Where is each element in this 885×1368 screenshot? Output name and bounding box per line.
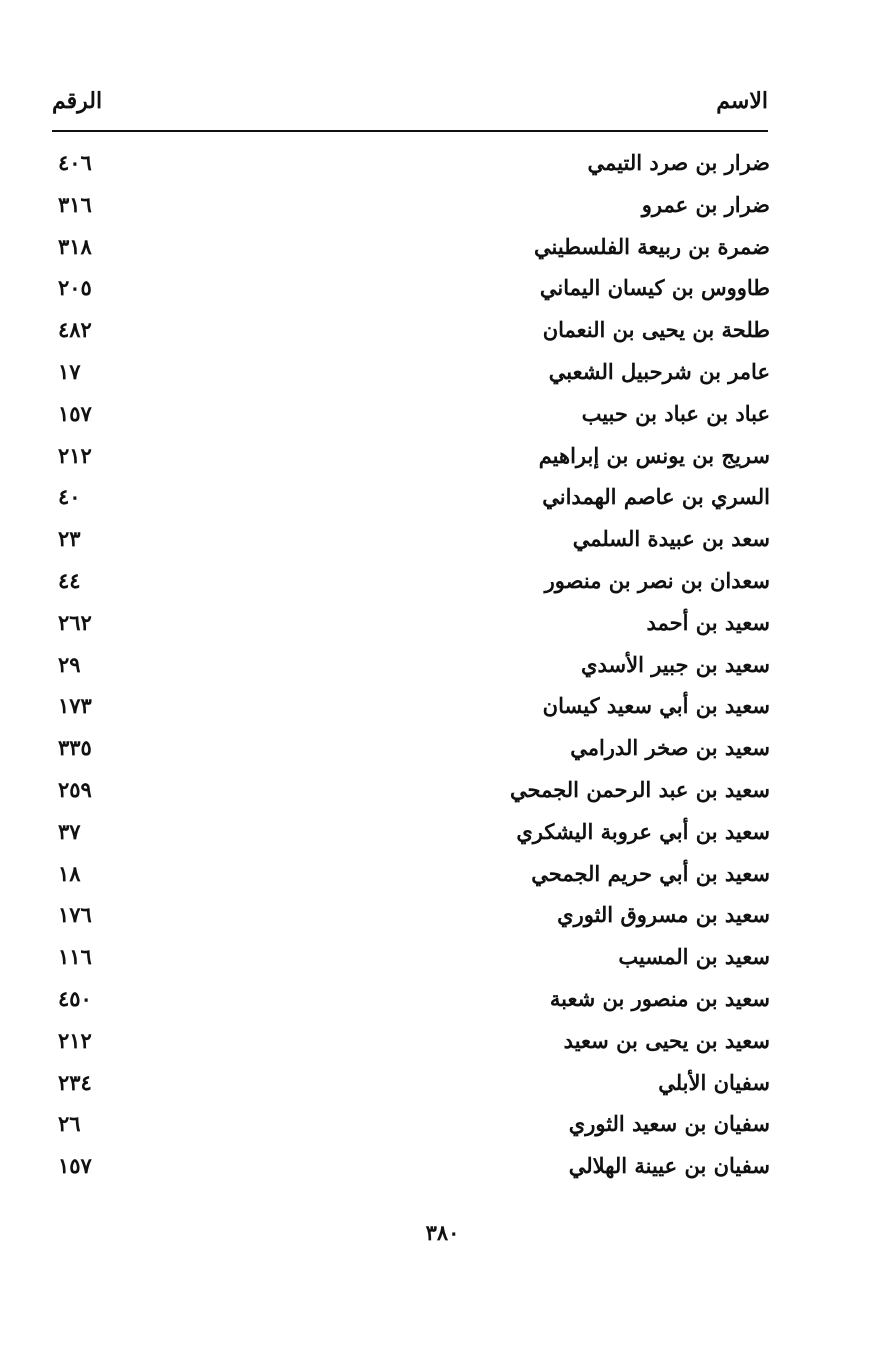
entry-number: ١٨: [58, 860, 81, 886]
list-item: [0, 1149, 885, 1191]
entry-name: سريج بن يونس بن إبراهيم: [538, 442, 770, 468]
list-item: [0, 940, 885, 982]
entry-name: سفيان الأبلي: [658, 1069, 770, 1095]
entry-name: ضمرة بن ربيعة الفلسطيني: [534, 233, 770, 259]
list-item: [0, 773, 885, 815]
entry-number: ٤٠: [58, 484, 81, 510]
entry-number: ٢٦: [58, 1111, 81, 1137]
entry-name: طاووس بن كيسان اليماني: [539, 275, 770, 301]
entry-name: سعيد بن أبي عروبة اليشكري: [516, 818, 770, 844]
list-item: [0, 689, 885, 731]
entry-number: ٤٠٦: [58, 150, 92, 175]
entry-number: ٤٤: [58, 567, 81, 593]
list-item: [0, 606, 885, 648]
list-item: [0, 480, 885, 522]
entry-name: سعد بن عبيدة السلمي: [572, 526, 770, 552]
entry-name: سعيد بن أبي حريم الجمحي: [531, 860, 770, 886]
entry-number: ١١٦: [58, 944, 92, 970]
list-item: [0, 731, 885, 773]
entry-number: ١٧٣: [58, 693, 92, 719]
entry-name: سعيد بن عبد الرحمن الجمحي: [510, 776, 770, 802]
entry-number: ١٧٦: [58, 902, 92, 928]
list-item: [0, 522, 885, 564]
entry-name: ضرار بن عمرو: [641, 191, 770, 217]
entry-number: ٢٥٩: [58, 776, 92, 802]
list-item: [0, 564, 885, 606]
entry-name: سفيان بن سعيد الثوري: [568, 1111, 770, 1137]
entry-name: عباد بن عباد بن حبيب: [581, 400, 770, 426]
index-list: [0, 146, 885, 1191]
entry-name: سفيان بن عيينة الهلالي: [568, 1153, 770, 1179]
entry-number: ٢٦٢: [58, 609, 92, 635]
entry-name: سعيد بن يحيى بن سعيد: [563, 1027, 770, 1053]
column-header-number: الرقم: [52, 88, 103, 114]
entry-name: سعيد بن مسروق الثوري: [557, 902, 770, 928]
entry-number: ٣٣٥: [58, 735, 92, 761]
column-header-name: الاسم: [716, 88, 768, 114]
list-item: [0, 1107, 885, 1149]
list-item: [0, 898, 885, 940]
entry-number: ١٥٧: [58, 400, 92, 426]
entry-name: عامر بن شرحبيل الشعبي: [548, 358, 770, 384]
entry-number: ٤٨٢: [58, 317, 92, 343]
entry-number: ٢١٢: [58, 442, 92, 468]
entry-number: ٤٥٠: [58, 985, 92, 1011]
entry-name: سعيد بن منصور بن شعبة: [549, 985, 770, 1011]
list-item: [0, 188, 885, 230]
list-item: [0, 439, 885, 481]
list-item: [0, 1066, 885, 1108]
entry-number: ٢١٢: [58, 1027, 92, 1053]
entry-name: سعيد بن المسيب: [618, 944, 770, 970]
entry-name: سعيد بن أبي سعيد كيسان: [542, 693, 770, 719]
entry-name: سعيد بن صخر الدرامي: [570, 735, 770, 761]
entry-number: ٣١٨: [58, 233, 92, 259]
entry-name: سعدان بن نصر بن منصور: [544, 567, 770, 593]
entry-name: سعيد بن أحمد: [646, 609, 770, 635]
entry-number: ١٧: [58, 358, 81, 384]
list-item: [0, 230, 885, 272]
entry-name: ضرار بن صرد التيمي: [587, 150, 770, 175]
entry-name: سعيد بن جبير الأسدي: [581, 651, 770, 677]
entry-number: ٣١٦: [58, 191, 92, 217]
list-item: [0, 1024, 885, 1066]
list-item: [0, 146, 885, 188]
entry-name: طلحة بن يحيى بن النعمان: [542, 317, 770, 343]
list-item: [0, 355, 885, 397]
list-item: [0, 397, 885, 439]
list-item: [0, 982, 885, 1024]
entry-number: ٢٣٤: [58, 1069, 92, 1095]
page-number: ٣٨٠: [425, 1220, 460, 1245]
entry-number: ٢٠٥: [58, 275, 92, 301]
list-item: [0, 271, 885, 313]
entry-number: ٢٣: [58, 526, 81, 552]
list-item: [0, 857, 885, 899]
entry-number: ١٥٧: [58, 1153, 92, 1179]
list-item: [0, 313, 885, 355]
entry-name: السري بن عاصم الهمداني: [542, 484, 770, 510]
table-header: [52, 80, 768, 132]
list-item: [0, 648, 885, 690]
entry-number: ٢٩: [58, 651, 81, 677]
list-item: [0, 815, 885, 857]
entry-number: ٣٧: [58, 818, 81, 844]
